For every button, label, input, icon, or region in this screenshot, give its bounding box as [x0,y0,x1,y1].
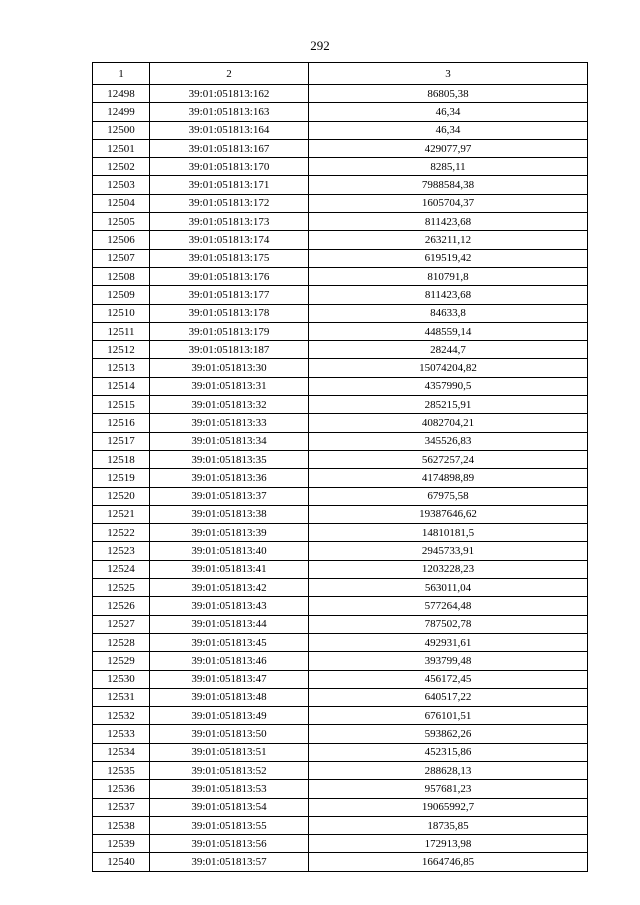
value-cell: 28244,7 [309,341,588,359]
table-row [93,579,588,597]
cadastral-number-cell: 39:01:051813:43 [150,597,309,615]
cadastral-number-cell: 39:01:051813:57 [150,853,309,871]
cadastral-number-cell: 39:01:051813:30 [150,359,309,377]
row-number-cell: 12540 [93,853,150,871]
table-row [93,176,588,194]
row-number-cell: 12538 [93,816,150,834]
table-row [93,432,588,450]
value-cell: 8285,11 [309,158,588,176]
row-number-cell: 12526 [93,597,150,615]
cadastral-number-cell: 39:01:051813:31 [150,377,309,395]
table-row [93,524,588,542]
row-number-cell: 12512 [93,341,150,359]
table-row [93,487,588,505]
row-number-cell: 12531 [93,688,150,706]
cadastral-number-cell: 39:01:051813:42 [150,579,309,597]
value-cell: 15074204,82 [309,359,588,377]
table-row [93,505,588,523]
value-cell: 429077,97 [309,139,588,157]
value-cell: 4174898,89 [309,469,588,487]
row-number-cell: 12506 [93,231,150,249]
value-cell: 619519,42 [309,249,588,267]
table-row [93,670,588,688]
cadastral-number-cell: 39:01:051813:48 [150,688,309,706]
row-number-cell: 12503 [93,176,150,194]
table-row [93,725,588,743]
cadastral-number-cell: 39:01:051813:49 [150,707,309,725]
table-row [93,158,588,176]
cadastral-number-cell: 39:01:051813:39 [150,524,309,542]
cadastral-number-cell: 39:01:051813:170 [150,158,309,176]
table-row [93,286,588,304]
value-cell: 393799,48 [309,652,588,670]
value-cell: 811423,68 [309,286,588,304]
cadastral-number-cell: 39:01:051813:51 [150,743,309,761]
value-cell: 4357990,5 [309,377,588,395]
table-row [93,560,588,578]
table-row [93,304,588,322]
table-row [93,249,588,267]
row-number-cell: 12535 [93,761,150,779]
value-cell: 1605704,37 [309,194,588,212]
value-cell: 4082704,21 [309,414,588,432]
row-number-cell: 12525 [93,579,150,597]
row-number-cell: 12508 [93,267,150,285]
cadastral-number-cell: 39:01:051813:46 [150,652,309,670]
value-cell: 811423,68 [309,213,588,231]
cadastral-number-cell: 39:01:051813:187 [150,341,309,359]
row-number-cell: 12513 [93,359,150,377]
row-number-cell: 12532 [93,707,150,725]
cadastral-number-cell: 39:01:051813:36 [150,469,309,487]
row-number-cell: 12519 [93,469,150,487]
cadastral-number-cell: 39:01:051813:173 [150,213,309,231]
cadastral-number-cell: 39:01:051813:50 [150,725,309,743]
row-number-cell: 12527 [93,615,150,633]
cadastral-number-cell: 39:01:051813:37 [150,487,309,505]
page-number: 292 [310,38,330,53]
row-number-cell: 12533 [93,725,150,743]
row-number-cell: 12517 [93,432,150,450]
row-number-cell: 12504 [93,194,150,212]
row-number-cell: 12518 [93,450,150,468]
value-cell: 46,34 [309,103,588,121]
header-cell-col2: 2 [150,63,309,85]
cadastral-number-cell: 39:01:051813:167 [150,139,309,157]
table-row [93,396,588,414]
table-header [93,63,588,85]
table-row [93,853,588,871]
value-cell: 676101,51 [309,707,588,725]
cadastral-number-cell: 39:01:051813:52 [150,761,309,779]
value-cell: 14810181,5 [309,524,588,542]
value-cell: 18735,85 [309,816,588,834]
row-number-cell: 12509 [93,286,150,304]
value-cell: 2945733,91 [309,542,588,560]
value-cell: 86805,38 [309,85,588,103]
row-number-cell: 12534 [93,743,150,761]
row-number-cell: 12523 [93,542,150,560]
value-cell: 46,34 [309,121,588,139]
value-cell: 593862,26 [309,725,588,743]
table-row [93,377,588,395]
cadastral-number-cell: 39:01:051813:162 [150,85,309,103]
row-number-cell: 12537 [93,798,150,816]
table-row [93,121,588,139]
value-cell: 288628,13 [309,761,588,779]
row-number-cell: 12521 [93,505,150,523]
row-number-cell: 12515 [93,396,150,414]
table-row [93,597,588,615]
row-number-cell: 12520 [93,487,150,505]
table-row [93,743,588,761]
table-row [93,688,588,706]
cadastral-number-cell: 39:01:051813:172 [150,194,309,212]
value-cell: 285215,91 [309,396,588,414]
cadastral-number-cell: 39:01:051813:38 [150,505,309,523]
value-cell: 172913,98 [309,835,588,853]
table-body [93,85,588,872]
value-cell: 448559,14 [309,322,588,340]
value-cell: 787502,78 [309,615,588,633]
table-row [93,798,588,816]
cadastral-number-cell: 39:01:051813:41 [150,560,309,578]
value-cell: 263211,12 [309,231,588,249]
cadastral-number-cell: 39:01:051813:163 [150,103,309,121]
value-cell: 492931,61 [309,633,588,651]
header-cell-col3: 3 [309,63,588,85]
cadastral-number-cell: 39:01:051813:56 [150,835,309,853]
table-row [93,231,588,249]
table-row [93,633,588,651]
cadastral-number-cell: 39:01:051813:44 [150,615,309,633]
table-row [93,469,588,487]
row-number-cell: 12516 [93,414,150,432]
value-cell: 563011,04 [309,579,588,597]
value-cell: 1664746,85 [309,853,588,871]
value-cell: 19387646,62 [309,505,588,523]
table-row [93,816,588,834]
value-cell: 19065992,7 [309,798,588,816]
table-row [93,267,588,285]
value-cell: 5627257,24 [309,450,588,468]
table-row [93,780,588,798]
table-row [93,341,588,359]
value-cell: 345526,83 [309,432,588,450]
row-number-cell: 12514 [93,377,150,395]
cadastral-number-cell: 39:01:051813:174 [150,231,309,249]
cadastral-number-cell: 39:01:051813:176 [150,267,309,285]
table-row [93,835,588,853]
row-number-cell: 12511 [93,322,150,340]
table-row [93,359,588,377]
row-number-cell: 12530 [93,670,150,688]
cadastral-number-cell: 39:01:051813:32 [150,396,309,414]
cadastral-number-cell: 39:01:051813:40 [150,542,309,560]
table-row [93,542,588,560]
cadastral-number-cell: 39:01:051813:171 [150,176,309,194]
row-number-cell: 12524 [93,560,150,578]
table-row [93,194,588,212]
cadastral-number-cell: 39:01:051813:178 [150,304,309,322]
value-cell: 84633,8 [309,304,588,322]
cadastral-number-cell: 39:01:051813:33 [150,414,309,432]
table-row [93,450,588,468]
header-cell-col1: 1 [93,63,150,85]
row-number-cell: 12507 [93,249,150,267]
value-cell: 456172,45 [309,670,588,688]
row-number-cell: 12502 [93,158,150,176]
table-row [93,652,588,670]
row-number-cell: 12536 [93,780,150,798]
table-row [93,615,588,633]
value-cell: 1203228,23 [309,560,588,578]
table-row [93,707,588,725]
row-number-cell: 12522 [93,524,150,542]
row-number-cell: 12505 [93,213,150,231]
row-number-cell: 12498 [93,85,150,103]
value-cell: 957681,23 [309,780,588,798]
row-number-cell: 12499 [93,103,150,121]
cadastral-number-cell: 39:01:051813:177 [150,286,309,304]
cadastral-number-cell: 39:01:051813:55 [150,816,309,834]
row-number-cell: 12528 [93,633,150,651]
data-table [92,62,588,872]
cadastral-number-cell: 39:01:051813:175 [150,249,309,267]
value-cell: 67975,58 [309,487,588,505]
cadastral-number-cell: 39:01:051813:45 [150,633,309,651]
table-row [93,213,588,231]
cadastral-number-cell: 39:01:051813:53 [150,780,309,798]
row-number-cell: 12510 [93,304,150,322]
cadastral-number-cell: 39:01:051813:179 [150,322,309,340]
value-cell: 577264,48 [309,597,588,615]
value-cell: 7988584,38 [309,176,588,194]
cadastral-number-cell: 39:01:051813:54 [150,798,309,816]
cadastral-number-cell: 39:01:051813:34 [150,432,309,450]
cadastral-number-cell: 39:01:051813:35 [150,450,309,468]
cadastral-number-cell: 39:01:051813:164 [150,121,309,139]
value-cell: 640517,22 [309,688,588,706]
table-row [93,103,588,121]
row-number-cell: 12500 [93,121,150,139]
header-row [93,63,588,85]
cadastral-number-cell: 39:01:051813:47 [150,670,309,688]
value-cell: 810791,8 [309,267,588,285]
table-row [93,85,588,103]
table-row [93,414,588,432]
value-cell: 452315,86 [309,743,588,761]
table-row [93,761,588,779]
row-number-cell: 12539 [93,835,150,853]
table-row [93,322,588,340]
row-number-cell: 12501 [93,139,150,157]
table-row [93,139,588,157]
row-number-cell: 12529 [93,652,150,670]
